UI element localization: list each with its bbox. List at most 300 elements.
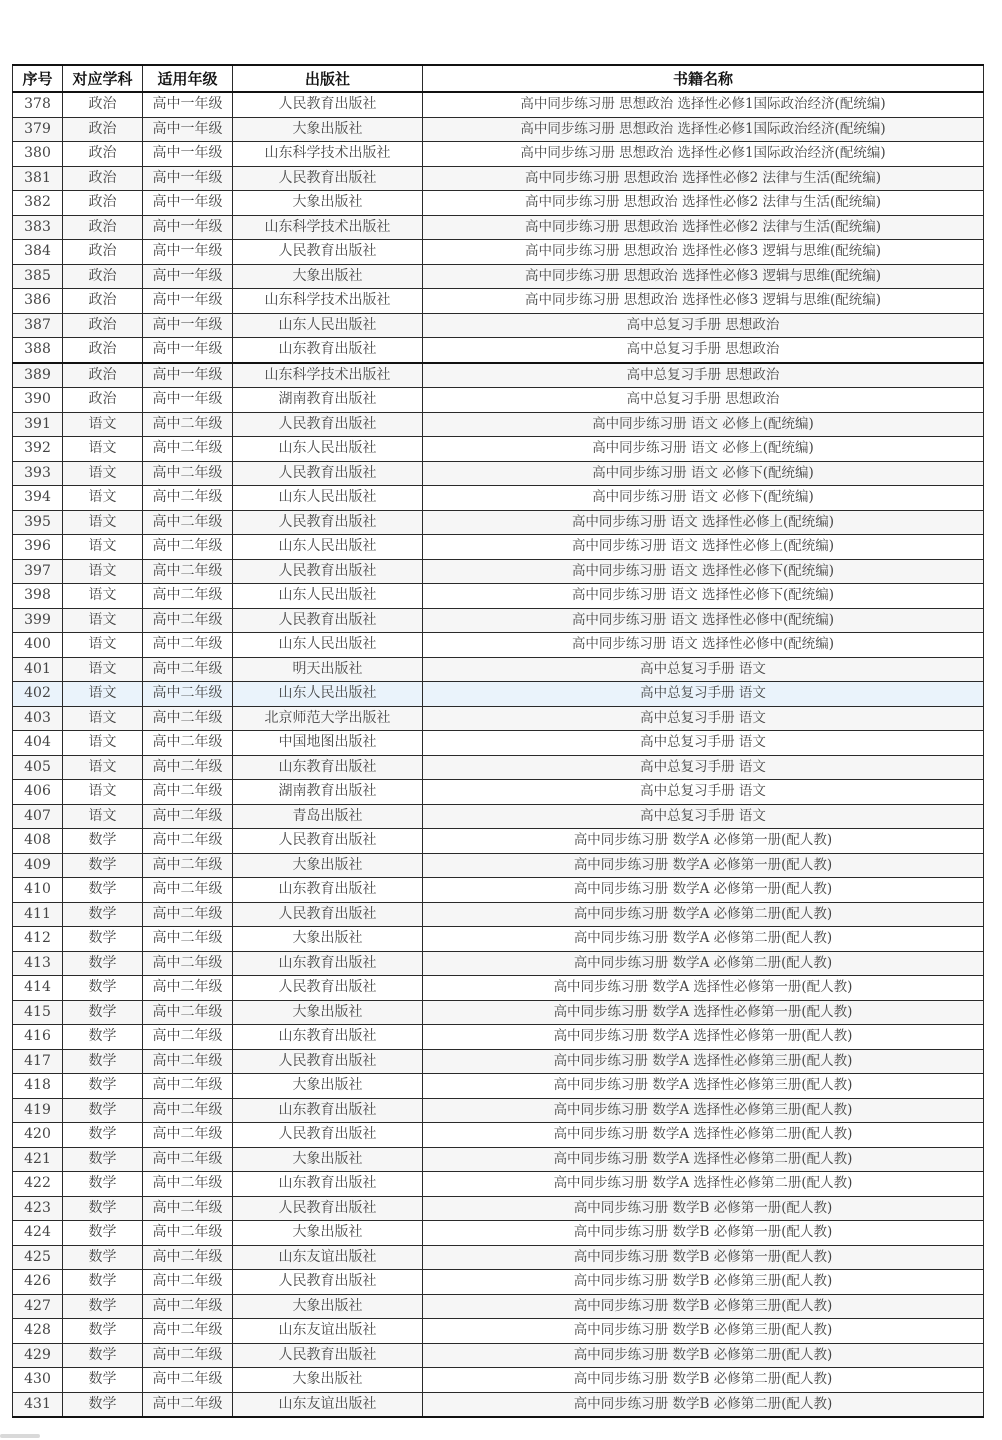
table-row bbox=[13, 461, 984, 486]
cell-index: 405 bbox=[13, 755, 63, 780]
table-row bbox=[13, 1000, 984, 1025]
cell-subject: 数学 bbox=[63, 976, 143, 1001]
cell-publisher: 人民教育出版社 bbox=[233, 829, 423, 854]
cell-publisher: 山东人民出版社 bbox=[233, 486, 423, 511]
table-row bbox=[13, 853, 984, 878]
cell-publisher: 山东教育出版社 bbox=[233, 878, 423, 903]
cell-book-title: 高中同步练习册 数学B 必修第三册(配人教) bbox=[423, 1270, 984, 1295]
cell-book-title: 高中同步练习册 数学B 必修第一册(配人教) bbox=[423, 1196, 984, 1221]
cell-book-title: 高中同步练习册 数学B 必修第一册(配人教) bbox=[423, 1245, 984, 1270]
cell-index: 428 bbox=[13, 1319, 63, 1344]
cell-index: 391 bbox=[13, 412, 63, 437]
cell-grade: 高中二年级 bbox=[143, 1196, 233, 1221]
cell-publisher: 大象出版社 bbox=[233, 1074, 423, 1099]
cell-subject: 语文 bbox=[63, 412, 143, 437]
cell-index: 411 bbox=[13, 902, 63, 927]
cell-index: 402 bbox=[13, 682, 63, 707]
cell-grade: 高中二年级 bbox=[143, 1074, 233, 1099]
cell-subject: 语文 bbox=[63, 731, 143, 756]
cell-grade: 高中二年级 bbox=[143, 780, 233, 805]
table-row bbox=[13, 437, 984, 462]
table-row bbox=[13, 1172, 984, 1197]
cell-publisher: 山东友谊出版社 bbox=[233, 1392, 423, 1417]
table-row bbox=[13, 976, 984, 1001]
table-row bbox=[13, 780, 984, 805]
cell-book-title: 高中同步练习册 数学A 选择性必修第一册(配人教) bbox=[423, 1025, 984, 1050]
cell-grade: 高中一年级 bbox=[143, 142, 233, 167]
cell-grade: 高中二年级 bbox=[143, 1000, 233, 1025]
cell-subject: 政治 bbox=[63, 191, 143, 216]
cell-subject: 政治 bbox=[63, 215, 143, 240]
cell-index: 384 bbox=[13, 240, 63, 265]
cell-book-title: 高中同步练习册 语文 必修上(配统编) bbox=[423, 412, 984, 437]
cell-index: 382 bbox=[13, 191, 63, 216]
cell-publisher: 山东教育出版社 bbox=[233, 1025, 423, 1050]
cell-index: 380 bbox=[13, 142, 63, 167]
table-row bbox=[13, 878, 984, 903]
cell-grade: 高中一年级 bbox=[143, 313, 233, 338]
cell-subject: 语文 bbox=[63, 706, 143, 731]
cell-subject: 语文 bbox=[63, 780, 143, 805]
table-row bbox=[13, 1294, 984, 1319]
cell-grade: 高中二年级 bbox=[143, 878, 233, 903]
cell-book-title: 高中同步练习册 数学A 必修第一册(配人教) bbox=[423, 829, 984, 854]
cell-index: 412 bbox=[13, 927, 63, 952]
cell-subject: 语文 bbox=[63, 755, 143, 780]
cell-subject: 政治 bbox=[63, 240, 143, 265]
cell-subject: 政治 bbox=[63, 338, 143, 363]
cell-grade: 高中二年级 bbox=[143, 804, 233, 829]
table-row bbox=[13, 804, 984, 829]
table-row bbox=[13, 117, 984, 142]
cell-index: 420 bbox=[13, 1123, 63, 1148]
cell-grade: 高中二年级 bbox=[143, 461, 233, 486]
cell-index: 397 bbox=[13, 559, 63, 584]
cell-publisher: 明天出版社 bbox=[233, 657, 423, 682]
cell-subject: 数学 bbox=[63, 902, 143, 927]
cell-publisher: 人民教育出版社 bbox=[233, 510, 423, 535]
cell-publisher: 中国地图出版社 bbox=[233, 731, 423, 756]
cell-index: 398 bbox=[13, 584, 63, 609]
table-row bbox=[13, 1270, 984, 1295]
cell-publisher: 大象出版社 bbox=[233, 853, 423, 878]
cell-index: 423 bbox=[13, 1196, 63, 1221]
cell-grade: 高中二年级 bbox=[143, 1172, 233, 1197]
cell-publisher: 山东教育出版社 bbox=[233, 951, 423, 976]
cell-grade: 高中二年级 bbox=[143, 1025, 233, 1050]
table-row bbox=[13, 1319, 984, 1344]
cell-publisher: 山东人民出版社 bbox=[233, 313, 423, 338]
table-row bbox=[13, 951, 984, 976]
cell-subject: 政治 bbox=[63, 289, 143, 314]
table-row bbox=[13, 1074, 984, 1099]
cell-subject: 数学 bbox=[63, 1147, 143, 1172]
cell-grade: 高中二年级 bbox=[143, 608, 233, 633]
cell-grade: 高中二年级 bbox=[143, 951, 233, 976]
cell-index: 385 bbox=[13, 264, 63, 289]
cell-index: 401 bbox=[13, 657, 63, 682]
cell-subject: 数学 bbox=[63, 1196, 143, 1221]
cell-subject: 数学 bbox=[63, 878, 143, 903]
cell-subject: 数学 bbox=[63, 1392, 143, 1417]
cell-book-title: 高中总复习手册 思想政治 bbox=[423, 313, 984, 338]
table-row bbox=[13, 215, 984, 240]
cell-index: 390 bbox=[13, 388, 63, 413]
cell-publisher: 山东友谊出版社 bbox=[233, 1245, 423, 1270]
cell-book-title: 高中同步练习册 数学B 必修第三册(配人教) bbox=[423, 1319, 984, 1344]
table-row bbox=[13, 1049, 984, 1074]
cell-publisher: 人民教育出版社 bbox=[233, 559, 423, 584]
cell-index: 407 bbox=[13, 804, 63, 829]
cell-index: 413 bbox=[13, 951, 63, 976]
cell-grade: 高中一年级 bbox=[143, 117, 233, 142]
cell-index: 389 bbox=[13, 363, 63, 388]
cell-book-title: 高中同步练习册 语文 选择性必修中(配统编) bbox=[423, 608, 984, 633]
cell-publisher: 北京师范大学出版社 bbox=[233, 706, 423, 731]
cell-book-title: 高中同步练习册 数学A 选择性必修第一册(配人教) bbox=[423, 976, 984, 1001]
cell-grade: 高中一年级 bbox=[143, 240, 233, 265]
table-row bbox=[13, 142, 984, 167]
table-row bbox=[13, 633, 984, 658]
cell-grade: 高中二年级 bbox=[143, 829, 233, 854]
cell-index: 378 bbox=[13, 92, 63, 117]
cell-publisher: 人民教育出版社 bbox=[233, 92, 423, 117]
cell-publisher: 山东科学技术出版社 bbox=[233, 363, 423, 388]
cell-publisher: 人民教育出版社 bbox=[233, 412, 423, 437]
cell-index: 386 bbox=[13, 289, 63, 314]
cell-publisher: 山东教育出版社 bbox=[233, 1098, 423, 1123]
cell-publisher: 大象出版社 bbox=[233, 117, 423, 142]
cell-grade: 高中二年级 bbox=[143, 976, 233, 1001]
cell-index: 422 bbox=[13, 1172, 63, 1197]
cell-subject: 数学 bbox=[63, 1098, 143, 1123]
cell-book-title: 高中总复习手册 思想政治 bbox=[423, 338, 984, 363]
cell-book-title: 高中同步练习册 数学A 必修第二册(配人教) bbox=[423, 902, 984, 927]
cell-book-title: 高中总复习手册 语文 bbox=[423, 731, 984, 756]
cell-grade: 高中二年级 bbox=[143, 535, 233, 560]
table-row bbox=[13, 264, 984, 289]
cell-subject: 语文 bbox=[63, 657, 143, 682]
cell-subject: 数学 bbox=[63, 1368, 143, 1393]
cell-book-title: 高中总复习手册 语文 bbox=[423, 706, 984, 731]
cell-grade: 高中一年级 bbox=[143, 215, 233, 240]
cell-index: 425 bbox=[13, 1245, 63, 1270]
cell-subject: 数学 bbox=[63, 1343, 143, 1368]
header-index: 序号 bbox=[13, 65, 63, 92]
cell-publisher: 人民教育出版社 bbox=[233, 1196, 423, 1221]
cell-publisher: 山东教育出版社 bbox=[233, 755, 423, 780]
table-row bbox=[13, 755, 984, 780]
cell-subject: 数学 bbox=[63, 1245, 143, 1270]
cell-index: 418 bbox=[13, 1074, 63, 1099]
cell-subject: 数学 bbox=[63, 1025, 143, 1050]
cell-grade: 高中二年级 bbox=[143, 657, 233, 682]
cell-grade: 高中二年级 bbox=[143, 1098, 233, 1123]
cell-grade: 高中二年级 bbox=[143, 1343, 233, 1368]
cell-subject: 语文 bbox=[63, 461, 143, 486]
cell-subject: 语文 bbox=[63, 633, 143, 658]
cell-book-title: 高中同步练习册 思想政治 选择性必修1国际政治经济(配统编) bbox=[423, 117, 984, 142]
cell-book-title: 高中总复习手册 思想政治 bbox=[423, 363, 984, 388]
cell-book-title: 高中同步练习册 数学A 必修第一册(配人教) bbox=[423, 878, 984, 903]
cell-publisher: 人民教育出版社 bbox=[233, 1270, 423, 1295]
cell-subject: 数学 bbox=[63, 951, 143, 976]
cell-subject: 数学 bbox=[63, 1074, 143, 1099]
cell-index: 421 bbox=[13, 1147, 63, 1172]
cell-subject: 语文 bbox=[63, 559, 143, 584]
cell-index: 427 bbox=[13, 1294, 63, 1319]
table-row bbox=[13, 388, 984, 413]
cell-index: 419 bbox=[13, 1098, 63, 1123]
cell-grade: 高中二年级 bbox=[143, 1245, 233, 1270]
cell-publisher: 大象出版社 bbox=[233, 191, 423, 216]
cell-subject: 语文 bbox=[63, 584, 143, 609]
cell-subject: 数学 bbox=[63, 1000, 143, 1025]
cell-index: 424 bbox=[13, 1221, 63, 1246]
cell-grade: 高中一年级 bbox=[143, 264, 233, 289]
cell-subject: 政治 bbox=[63, 166, 143, 191]
cell-book-title: 高中同步练习册 数学A 选择性必修第二册(配人教) bbox=[423, 1172, 984, 1197]
table-row bbox=[13, 927, 984, 952]
cell-publisher: 大象出版社 bbox=[233, 1221, 423, 1246]
cell-book-title: 高中同步练习册 语文 选择性必修上(配统编) bbox=[423, 510, 984, 535]
header-row bbox=[13, 65, 984, 92]
cell-book-title: 高中同步练习册 语文 必修下(配统编) bbox=[423, 486, 984, 511]
cell-book-title: 高中同步练习册 数学A 必修第二册(配人教) bbox=[423, 927, 984, 952]
header-grade: 适用年级 bbox=[143, 65, 233, 92]
cell-subject: 数学 bbox=[63, 1049, 143, 1074]
cell-index: 410 bbox=[13, 878, 63, 903]
cell-index: 399 bbox=[13, 608, 63, 633]
cell-grade: 高中二年级 bbox=[143, 486, 233, 511]
cell-book-title: 高中同步练习册 数学A 选择性必修第二册(配人教) bbox=[423, 1147, 984, 1172]
table-row bbox=[13, 338, 984, 363]
cell-index: 396 bbox=[13, 535, 63, 560]
cell-index: 409 bbox=[13, 853, 63, 878]
cell-subject: 政治 bbox=[63, 313, 143, 338]
table-row bbox=[13, 657, 984, 682]
cell-publisher: 山东人民出版社 bbox=[233, 584, 423, 609]
scroll-indicator bbox=[0, 1434, 40, 1438]
table-row bbox=[13, 1245, 984, 1270]
cell-publisher: 人民教育出版社 bbox=[233, 166, 423, 191]
cell-index: 415 bbox=[13, 1000, 63, 1025]
cell-grade: 高中二年级 bbox=[143, 1319, 233, 1344]
cell-publisher: 大象出版社 bbox=[233, 1147, 423, 1172]
table-row bbox=[13, 1123, 984, 1148]
cell-book-title: 高中同步练习册 思想政治 选择性必修1国际政治经济(配统编) bbox=[423, 142, 984, 167]
cell-publisher: 大象出版社 bbox=[233, 1294, 423, 1319]
table-row bbox=[13, 1147, 984, 1172]
table-row bbox=[13, 682, 984, 707]
cell-grade: 高中二年级 bbox=[143, 706, 233, 731]
cell-publisher: 山东友谊出版社 bbox=[233, 1319, 423, 1344]
table-row bbox=[13, 706, 984, 731]
header-book-title: 书籍名称 bbox=[423, 65, 984, 92]
cell-publisher: 山东教育出版社 bbox=[233, 338, 423, 363]
cell-book-title: 高中同步练习册 数学A 选择性必修第三册(配人教) bbox=[423, 1098, 984, 1123]
table-row bbox=[13, 535, 984, 560]
cell-book-title: 高中同步练习册 语文 选择性必修上(配统编) bbox=[423, 535, 984, 560]
cell-book-title: 高中同步练习册 思想政治 选择性必修3 逻辑与思维(配统编) bbox=[423, 240, 984, 265]
cell-publisher: 大象出版社 bbox=[233, 264, 423, 289]
cell-grade: 高中二年级 bbox=[143, 1147, 233, 1172]
cell-subject: 政治 bbox=[63, 363, 143, 388]
cell-subject: 数学 bbox=[63, 1270, 143, 1295]
cell-grade: 高中一年级 bbox=[143, 388, 233, 413]
cell-index: 404 bbox=[13, 731, 63, 756]
cell-grade: 高中二年级 bbox=[143, 1270, 233, 1295]
cell-subject: 数学 bbox=[63, 1221, 143, 1246]
cell-index: 392 bbox=[13, 437, 63, 462]
cell-grade: 高中二年级 bbox=[143, 902, 233, 927]
cell-publisher: 湖南教育出版社 bbox=[233, 780, 423, 805]
table-row bbox=[13, 1368, 984, 1393]
cell-index: 414 bbox=[13, 976, 63, 1001]
cell-book-title: 高中同步练习册 思想政治 选择性必修2 法律与生活(配统编) bbox=[423, 215, 984, 240]
table-row bbox=[13, 313, 984, 338]
cell-index: 388 bbox=[13, 338, 63, 363]
cell-book-title: 高中同步练习册 语文 选择性必修中(配统编) bbox=[423, 633, 984, 658]
cell-book-title: 高中同步练习册 数学A 选择性必修第三册(配人教) bbox=[423, 1049, 984, 1074]
cell-grade: 高中一年级 bbox=[143, 191, 233, 216]
cell-index: 430 bbox=[13, 1368, 63, 1393]
cell-subject: 政治 bbox=[63, 142, 143, 167]
cell-grade: 高中二年级 bbox=[143, 633, 233, 658]
cell-grade: 高中二年级 bbox=[143, 731, 233, 756]
cell-publisher: 大象出版社 bbox=[233, 927, 423, 952]
cell-grade: 高中二年级 bbox=[143, 584, 233, 609]
cell-grade: 高中二年级 bbox=[143, 682, 233, 707]
cell-index: 406 bbox=[13, 780, 63, 805]
cell-grade: 高中二年级 bbox=[143, 927, 233, 952]
cell-subject: 政治 bbox=[63, 264, 143, 289]
cell-subject: 数学 bbox=[63, 1123, 143, 1148]
cell-grade: 高中一年级 bbox=[143, 92, 233, 117]
cell-publisher: 山东人民出版社 bbox=[233, 682, 423, 707]
table-body bbox=[13, 92, 984, 1417]
cell-subject: 语文 bbox=[63, 486, 143, 511]
cell-subject: 语文 bbox=[63, 804, 143, 829]
cell-book-title: 高中同步练习册 数学B 必修第二册(配人教) bbox=[423, 1368, 984, 1393]
cell-book-title: 高中同步练习册 数学B 必修第二册(配人教) bbox=[423, 1343, 984, 1368]
cell-grade: 高中二年级 bbox=[143, 1294, 233, 1319]
cell-book-title: 高中同步练习册 数学B 必修第二册(配人教) bbox=[423, 1392, 984, 1417]
cell-publisher: 青岛出版社 bbox=[233, 804, 423, 829]
cell-publisher: 人民教育出版社 bbox=[233, 1343, 423, 1368]
header-subject: 对应学科 bbox=[63, 65, 143, 92]
table-header bbox=[13, 65, 984, 92]
cell-book-title: 高中同步练习册 数学A 选择性必修第一册(配人教) bbox=[423, 1000, 984, 1025]
cell-book-title: 高中同步练习册 思想政治 选择性必修2 法律与生活(配统编) bbox=[423, 191, 984, 216]
cell-grade: 高中二年级 bbox=[143, 1368, 233, 1393]
cell-book-title: 高中总复习手册 语文 bbox=[423, 657, 984, 682]
cell-book-title: 高中同步练习册 数学B 必修第一册(配人教) bbox=[423, 1221, 984, 1246]
cell-subject: 语文 bbox=[63, 437, 143, 462]
cell-index: 408 bbox=[13, 829, 63, 854]
cell-index: 387 bbox=[13, 313, 63, 338]
cell-index: 394 bbox=[13, 486, 63, 511]
cell-grade: 高中二年级 bbox=[143, 437, 233, 462]
cell-book-title: 高中同步练习册 语文 必修下(配统编) bbox=[423, 461, 984, 486]
cell-publisher: 人民教育出版社 bbox=[233, 608, 423, 633]
cell-publisher: 山东科学技术出版社 bbox=[233, 289, 423, 314]
cell-book-title: 高中同步练习册 语文 选择性必修下(配统编) bbox=[423, 584, 984, 609]
table-row bbox=[13, 1221, 984, 1246]
table-row bbox=[13, 363, 984, 388]
cell-publisher: 山东科学技术出版社 bbox=[233, 215, 423, 240]
cell-index: 403 bbox=[13, 706, 63, 731]
cell-grade: 高中一年级 bbox=[143, 289, 233, 314]
header-publisher: 出版社 bbox=[233, 65, 423, 92]
cell-publisher: 人民教育出版社 bbox=[233, 976, 423, 1001]
table-row bbox=[13, 829, 984, 854]
cell-index: 381 bbox=[13, 166, 63, 191]
cell-subject: 数学 bbox=[63, 1294, 143, 1319]
book-list-table bbox=[12, 64, 984, 1418]
cell-grade: 高中二年级 bbox=[143, 755, 233, 780]
cell-book-title: 高中同步练习册 数学A 选择性必修第二册(配人教) bbox=[423, 1123, 984, 1148]
cell-publisher: 山东教育出版社 bbox=[233, 1172, 423, 1197]
cell-subject: 政治 bbox=[63, 92, 143, 117]
cell-index: 395 bbox=[13, 510, 63, 535]
cell-subject: 数学 bbox=[63, 829, 143, 854]
cell-book-title: 高中总复习手册 语文 bbox=[423, 804, 984, 829]
cell-index: 379 bbox=[13, 117, 63, 142]
table-row bbox=[13, 731, 984, 756]
cell-publisher: 人民教育出版社 bbox=[233, 1049, 423, 1074]
cell-grade: 高中一年级 bbox=[143, 363, 233, 388]
table-row bbox=[13, 289, 984, 314]
table-row bbox=[13, 559, 984, 584]
table-row bbox=[13, 1196, 984, 1221]
cell-index: 383 bbox=[13, 215, 63, 240]
cell-publisher: 大象出版社 bbox=[233, 1368, 423, 1393]
cell-book-title: 高中同步练习册 语文 选择性必修下(配统编) bbox=[423, 559, 984, 584]
table-row bbox=[13, 608, 984, 633]
cell-book-title: 高中同步练习册 数学B 必修第三册(配人教) bbox=[423, 1294, 984, 1319]
table-row bbox=[13, 1025, 984, 1050]
table-row bbox=[13, 584, 984, 609]
cell-index: 400 bbox=[13, 633, 63, 658]
cell-publisher: 山东人民出版社 bbox=[233, 535, 423, 560]
cell-subject: 语文 bbox=[63, 608, 143, 633]
cell-book-title: 高中总复习手册 语文 bbox=[423, 755, 984, 780]
table-row bbox=[13, 486, 984, 511]
cell-publisher: 山东科学技术出版社 bbox=[233, 142, 423, 167]
cell-grade: 高中二年级 bbox=[143, 1221, 233, 1246]
cell-subject: 语文 bbox=[63, 510, 143, 535]
cell-grade: 高中二年级 bbox=[143, 1049, 233, 1074]
cell-subject: 政治 bbox=[63, 117, 143, 142]
cell-book-title: 高中同步练习册 思想政治 选择性必修1国际政治经济(配统编) bbox=[423, 92, 984, 117]
table-row bbox=[13, 191, 984, 216]
cell-book-title: 高中同步练习册 语文 必修上(配统编) bbox=[423, 437, 984, 462]
cell-publisher: 山东人民出版社 bbox=[233, 437, 423, 462]
cell-index: 393 bbox=[13, 461, 63, 486]
cell-publisher: 大象出版社 bbox=[233, 1000, 423, 1025]
cell-grade: 高中二年级 bbox=[143, 1392, 233, 1417]
cell-index: 417 bbox=[13, 1049, 63, 1074]
table-row bbox=[13, 412, 984, 437]
table-row bbox=[13, 92, 984, 117]
cell-book-title: 高中同步练习册 数学A 选择性必修第三册(配人教) bbox=[423, 1074, 984, 1099]
table-row bbox=[13, 1098, 984, 1123]
cell-book-title: 高中同步练习册 数学A 必修第二册(配人教) bbox=[423, 951, 984, 976]
cell-publisher: 湖南教育出版社 bbox=[233, 388, 423, 413]
cell-book-title: 高中同步练习册 思想政治 选择性必修3 逻辑与思维(配统编) bbox=[423, 289, 984, 314]
table-row bbox=[13, 166, 984, 191]
